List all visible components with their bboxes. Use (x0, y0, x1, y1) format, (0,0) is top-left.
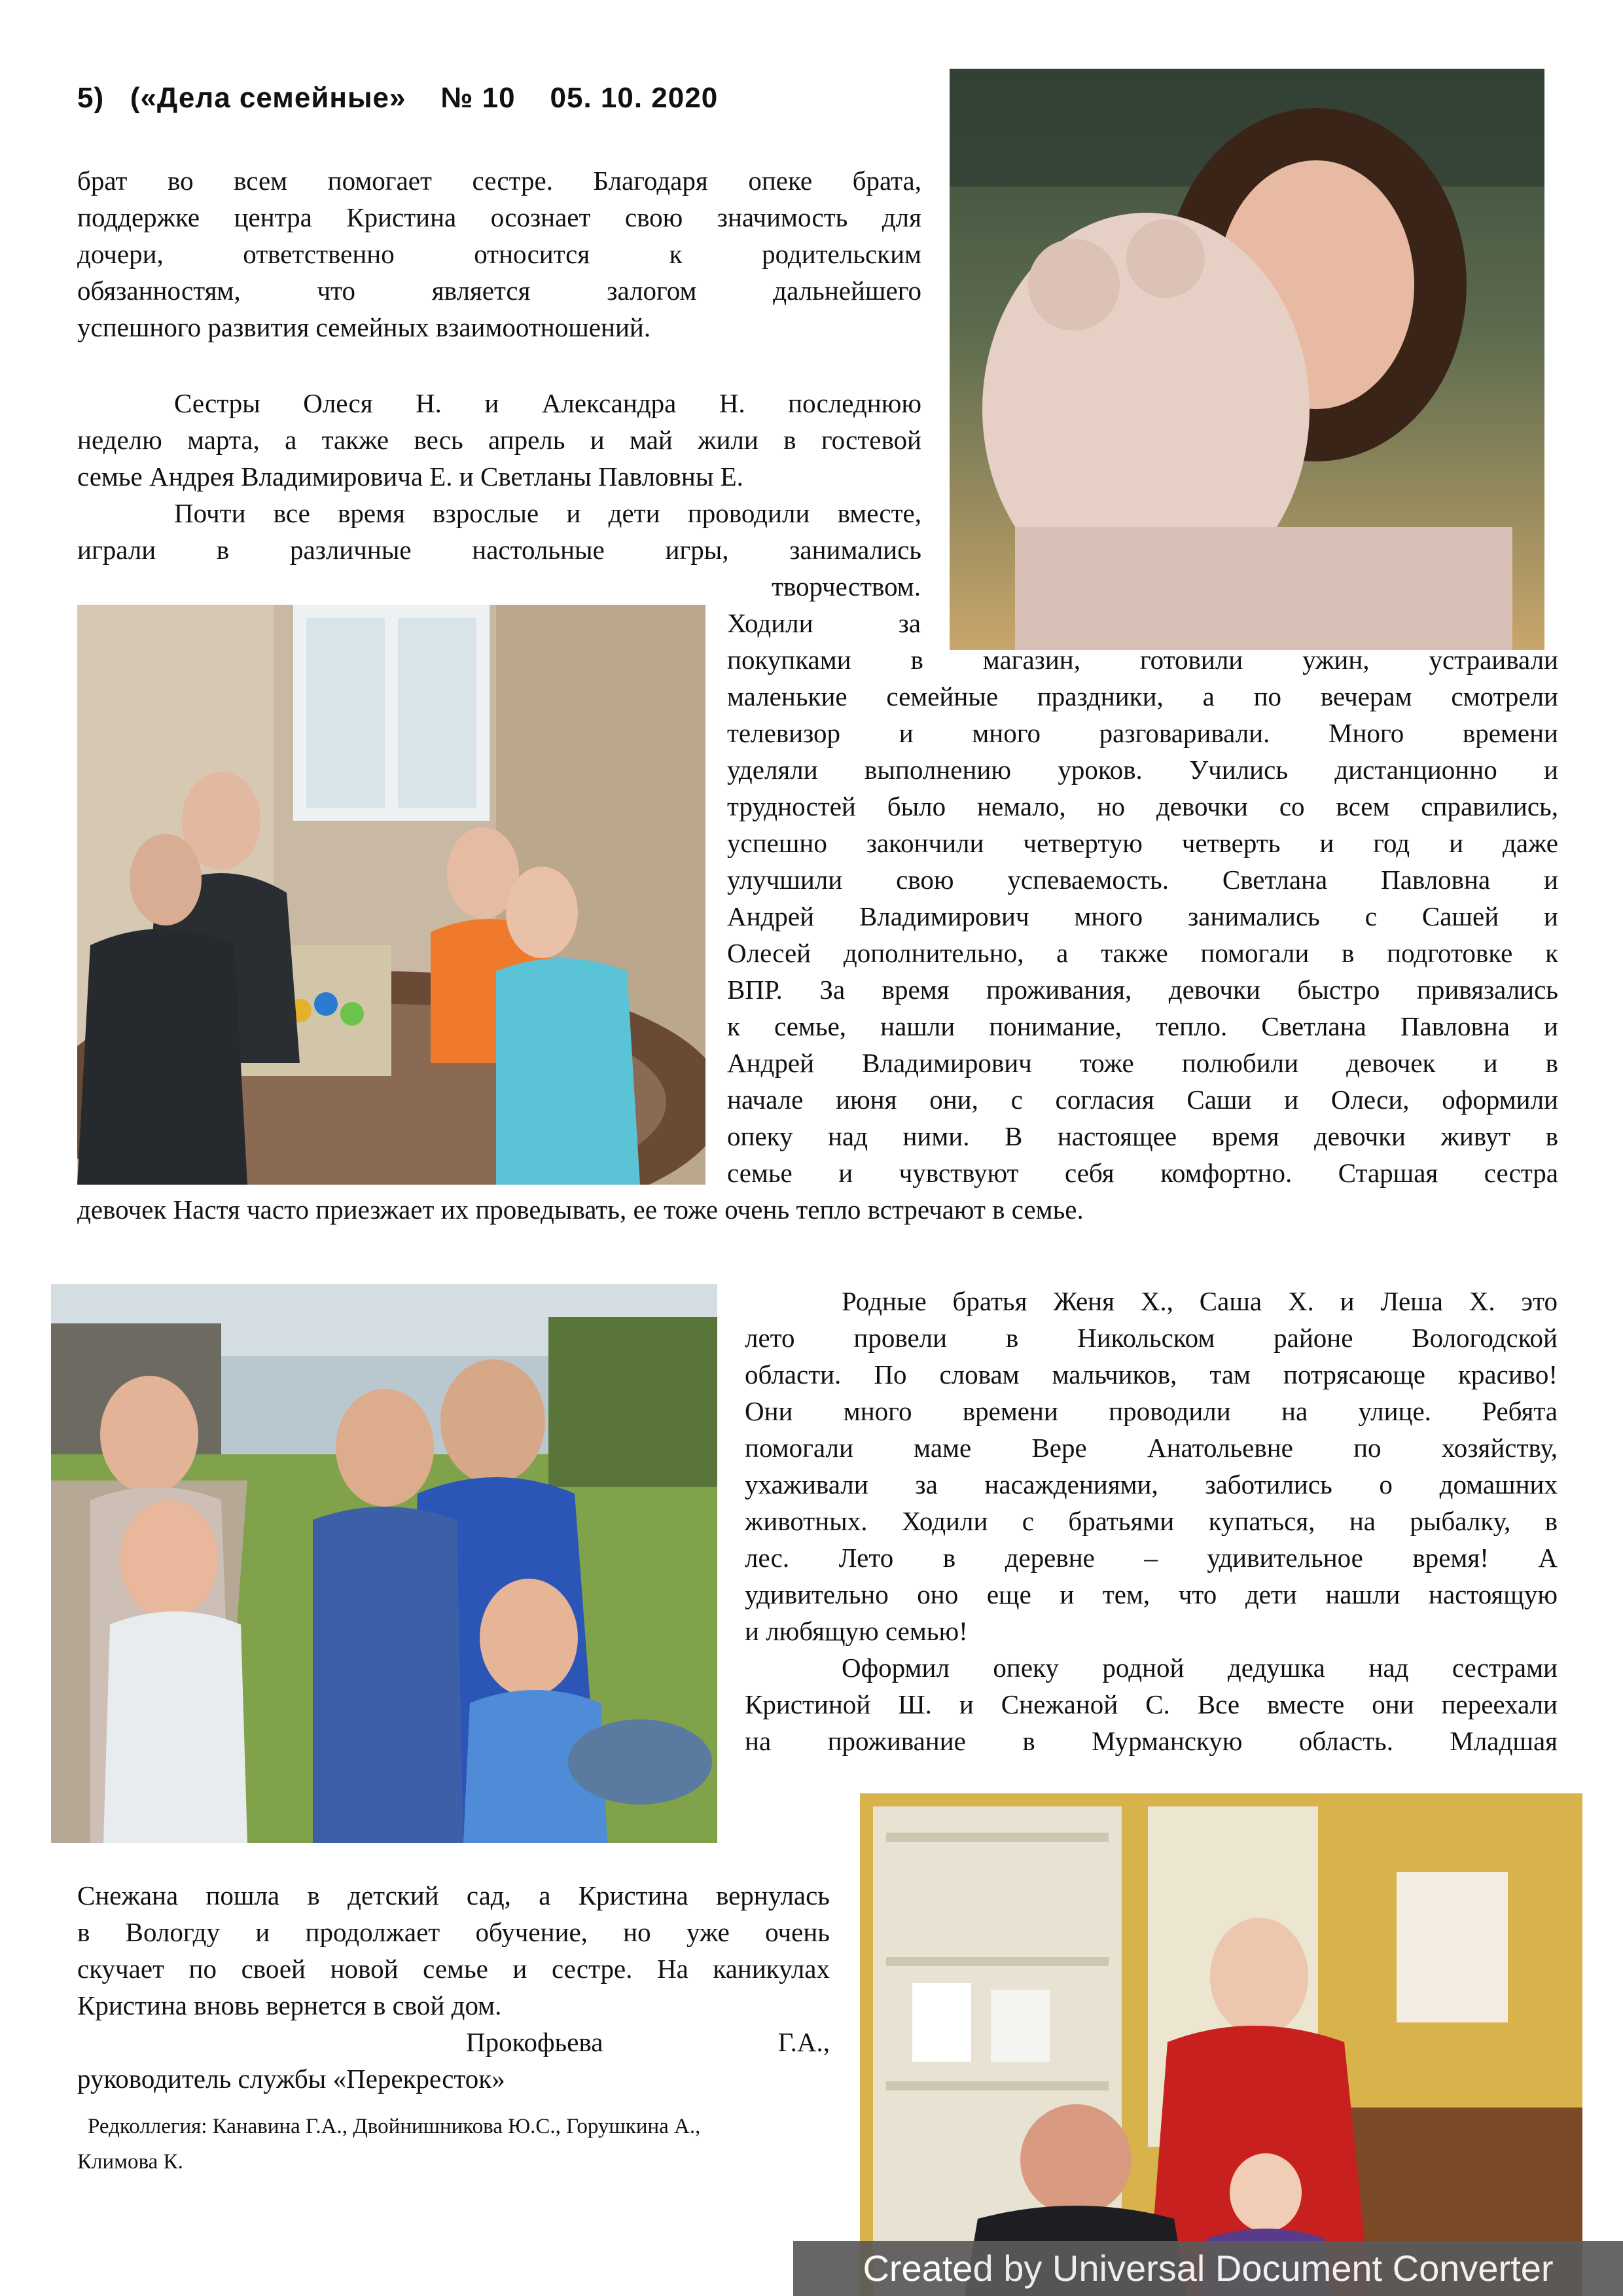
paragraph-5-left: Снежана пошла в детский сад, а Кристина вернулась в Вологду и продолжает обучение, но уже очень скучает по своей новой семье и сестре. На каникулах Кристина вновь вернется в свой дом. (77, 1880, 830, 2020)
page-header (77, 82, 718, 115)
issue-number: № 10 (440, 82, 516, 114)
signature-role: руководитель службы «Перекресток» (77, 2064, 505, 2094)
paragraph-5-right: Оформил опеку родной дедушка над сестрами Кристиной Ш. и Снежаной С. Все вместе они переехали на проживание в Мурманскую область. Младшая (745, 1653, 1558, 1756)
photo-girl-with-toddler (950, 69, 1544, 650)
paragraph-3-right: покупками в магазин, готовили ужин, устраивали маленькие семейные праздники, а по вечерам смотрели телевизор и много разговаривали. Много времени уделяли выполнению уроков. Учились дистанционно и трудностей было немало, но девочки со всем справились, успешно закончили четвертую четверть и год и даже улучшили свою успеваемость. Светлана Павловна и Андрей Владимирович много занимались с Сашей и Олесей дополнительно, а также помогали в подготовке к ВПР. За время проживания, девочки быстро привязались к семье, нашли понимание, тепло. Светлана Павловна и Андрей Владимирович тоже полюбили девочек и в начале июня они, с согласия Саши и Олеси, оформили опеку над ними. В настоящее время девочки живут в семье и чувствуют себя комфортно. Старшая сестра (727, 645, 1558, 1188)
signature-initials: Г.А., (777, 2027, 830, 2057)
photo-family-at-table (77, 605, 705, 1185)
paragraph-2: Сестры Олеся Н. и Александра Н. последнюю неделю марта, а также весь апрель и май жили в гостевой семье Андрея Владимировича Е. и Светланы Павловны Е. (77, 388, 921, 492)
signature-name: Прокофьева (466, 2027, 603, 2057)
issue-date: 05. 10. 2020 (550, 82, 719, 114)
paragraph-4: Родные братья Женя Х., Саша Х. и Леша Х. это лето провели в Никольском районе Вологодской области. По словам мальчиков, там потрясающе красиво! Они много времени проводили на улице. Ребята помогали маме Вере Анатольевне по хозяйству, ухаживали за насаждениями, заботились о домашних животных. Ходили с братьями купаться, на рыбалку, в лес. Лето в деревне – удивительное время! А удивительно оно еще и тем, что дети нашли настоящую и любящую семью! (745, 1286, 1558, 1646)
photo-brothers-outdoors (51, 1284, 717, 1843)
photo-grandfather-with-granddaughters (860, 1793, 1582, 2296)
paragraph-3-narrow: творчеством. Ходили за (727, 571, 921, 638)
paragraph-3-last-line: девочек Настя часто приезжает их проведывать, ее тоже очень тепло встречают в семье. (77, 1194, 1084, 1225)
paragraph-3-top: Почти все время взрослые и дети проводили вместе, играли в различные настольные игры, занимались (77, 498, 921, 565)
newspaper-title: («Дела семейные» (130, 82, 406, 114)
paragraph-1: брат во всем помогает сестре. Благодаря опеке брата, поддержке центра Кристина осознает свою значимость для дочери, ответственно относится к родительским обязанностям, что является залогом дальнейшего успешного развития семейных взаимоотношений. (77, 166, 921, 342)
converter-watermark: Created by Universal Document Converter (793, 2241, 1623, 2296)
editorial-board: Редколлегия: Канавина Г.А., Двойнишникова Ю.С., Горушкина А., Климова К. (77, 2115, 701, 2174)
signature-line (466, 2024, 830, 2060)
page-number: 5) (77, 82, 105, 114)
